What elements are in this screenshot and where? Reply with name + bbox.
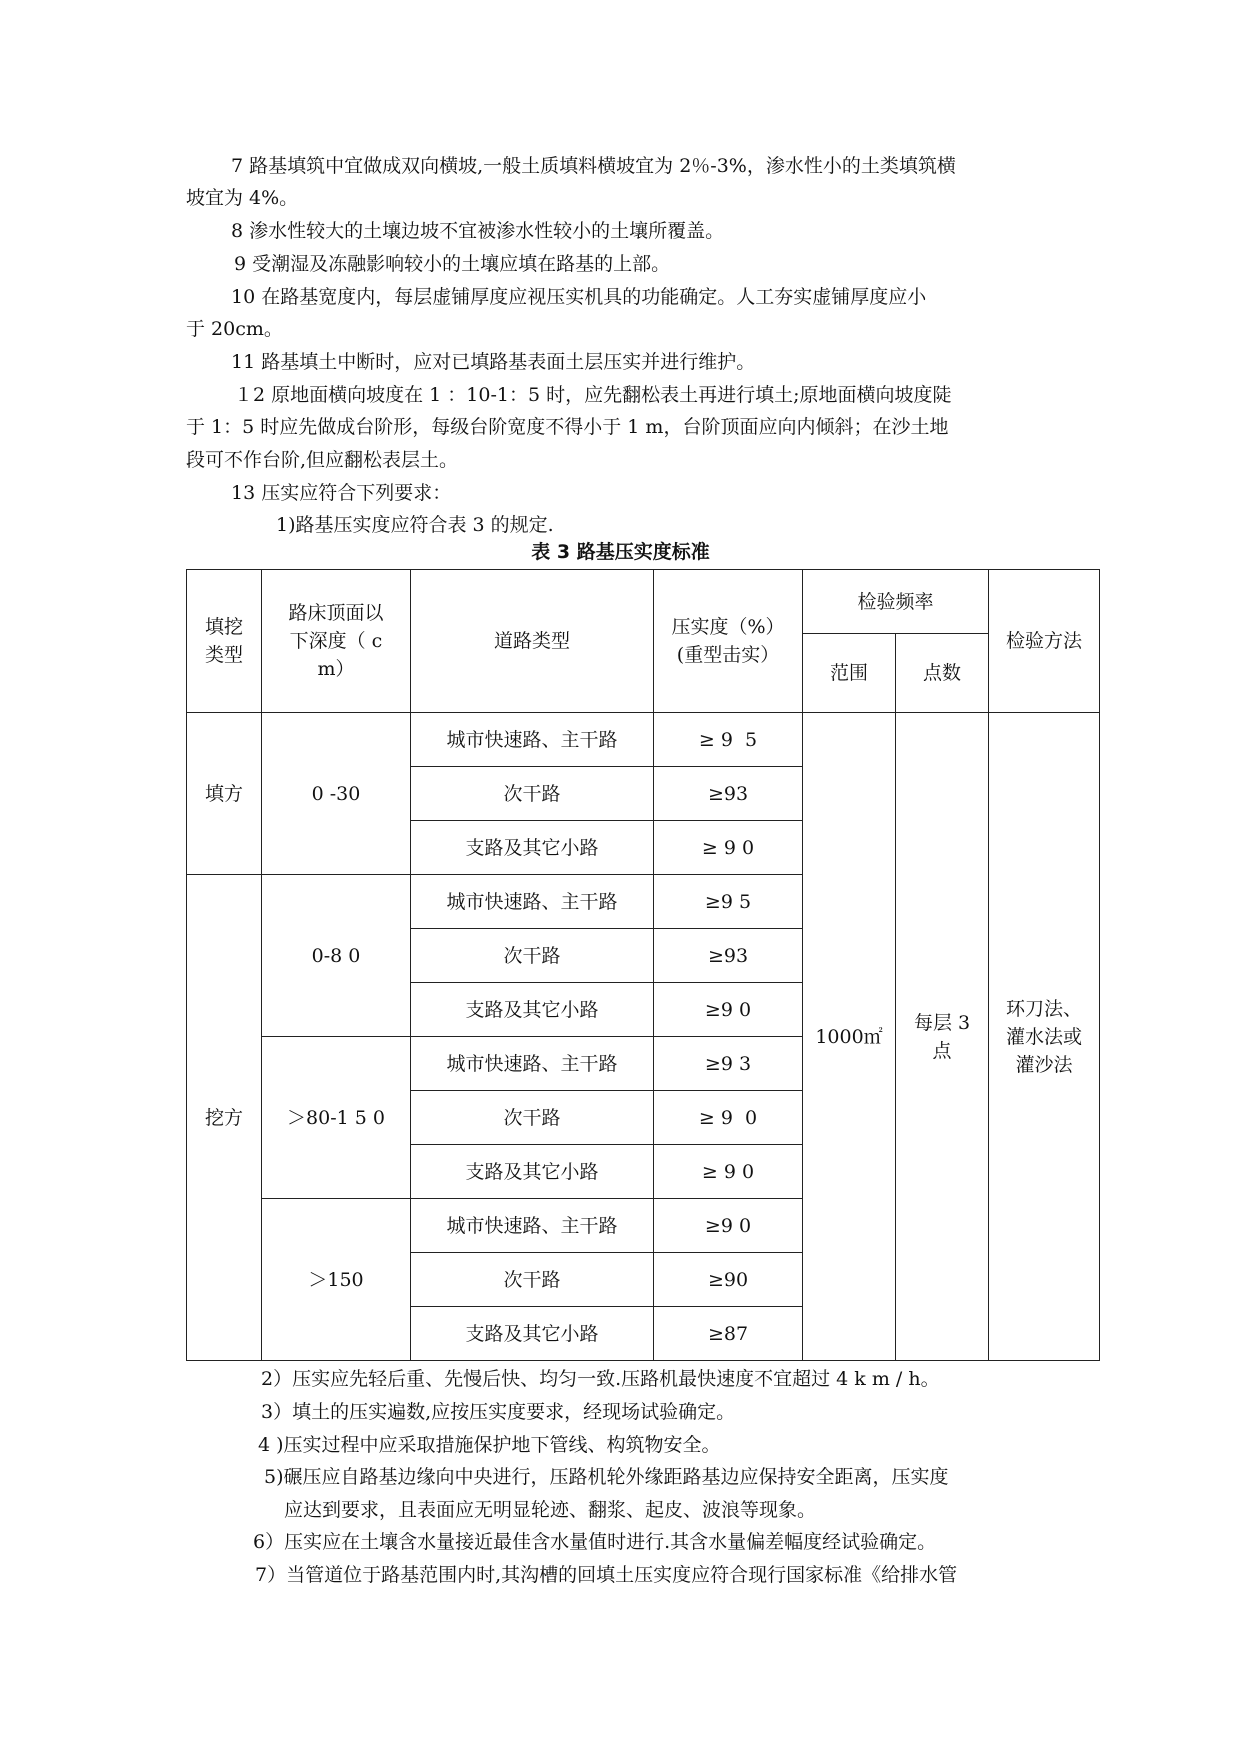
paragraph-12-line-2: 于 1：5 时应先做成台阶形，每级台阶宽度不得小于 1 m，台阶顶面应向内倾斜；在沙土地 <box>186 416 949 438</box>
method-cell: 环刀法、 灌水法或 灌沙法 <box>989 713 1100 1361</box>
paragraph-13: 13 压实应符合下列要求： <box>231 482 452 504</box>
compaction-cell: ≥ 9 0 <box>654 1145 803 1199</box>
compaction-cell: ≥9 0 <box>654 983 803 1037</box>
item-5-line-2: 应达到要求，且表面应无明显轮迹、翻浆、起皮、波浪等现象。 <box>284 1499 817 1521</box>
depth-cell: 0 -30 <box>262 713 411 875</box>
paragraph-11: 11 路基填土中断时，应对已填路基表面土层压实并进行维护。 <box>231 351 756 373</box>
paragraph-12-line-1: １2 原地面横向坡度在 1 ：10-1：5 时，应先翻松表土再进行填土;原地面横向坡度陡 <box>234 384 952 406</box>
header-compaction: 压实度（%） (重型击实） <box>654 570 803 713</box>
road-type-cell: 城市快速路、主干路 <box>411 1037 654 1091</box>
item-1: 1)路基压实度应符合表 3 的规定. <box>276 514 554 536</box>
item-4: 4 )压实过程中应采取措施保护地下管线、构筑物安全。 <box>258 1434 721 1456</box>
header-fill-type: 填挖 类型 <box>187 570 262 713</box>
road-type-cell: 支路及其它小路 <box>411 1307 654 1361</box>
road-type-cell: 次干路 <box>411 929 654 983</box>
item-5-line-1: 5)碾压应自路基边缘向中央进行，压路机轮外缘距路基边应保持安全距离，压实度 <box>264 1466 949 1488</box>
depth-cell: 0-8 0 <box>262 875 411 1037</box>
paragraph-8: 8 渗水性较大的土壤边坡不宜被渗水性较小的土壤所覆盖。 <box>231 220 725 242</box>
compaction-cell: ≥87 <box>654 1307 803 1361</box>
paragraph-10-line-1: 10 在路基宽度内，每层虚铺厚度应视压实机具的功能确定。人工夯实虚铺厚度应小 <box>231 286 927 308</box>
compaction-cell: ≥93 <box>654 767 803 821</box>
depth-cell: ＞80-1 5 0 <box>262 1037 411 1199</box>
paragraph-7-line-1: 7 路基填筑中宜做成双向横坡,一般土质填料横坡宜为 2％-3%，渗水性小的土类填筑横 <box>231 155 956 177</box>
depth-cell: ＞150 <box>262 1199 411 1361</box>
points-cell: 每层 3 点 <box>896 713 989 1361</box>
fill-type-cell: 挖方 <box>187 875 262 1361</box>
header-range: 范围 <box>803 634 896 713</box>
road-type-cell: 次干路 <box>411 1091 654 1145</box>
paragraph-9: 9 受潮湿及冻融影响较小的土壤应填在路基的上部。 <box>234 253 671 275</box>
range-cell: 1000㎡ <box>803 713 896 1361</box>
header-method: 检验方法 <box>989 570 1100 713</box>
road-type-cell: 次干路 <box>411 1253 654 1307</box>
paragraph-7-line-2: 坡宜为 4%。 <box>186 187 299 209</box>
road-type-cell: 支路及其它小路 <box>411 983 654 1037</box>
compaction-standard-table <box>186 569 1100 1361</box>
item-6: 6）压实应在土壤含水量接近最佳含水量值时进行.其含水量偏差幅度经试验确定。 <box>253 1531 937 1553</box>
road-type-cell: 支路及其它小路 <box>411 821 654 875</box>
item-7: 7）当管道位于路基范围内时,其沟槽的回填土压实度应符合现行国家标准《给排水管 <box>255 1564 958 1586</box>
compaction-cell: ≥ 9 0 <box>654 1091 803 1145</box>
road-type-cell: 次干路 <box>411 767 654 821</box>
paragraph-10-line-2: 于 20cm。 <box>186 318 283 340</box>
item-3: 3）填土的压实遍数,应按压实度要求，经现场试验确定。 <box>261 1401 736 1423</box>
compaction-cell: ≥9 0 <box>654 1199 803 1253</box>
compaction-cell: ≥9 5 <box>654 875 803 929</box>
road-type-cell: 城市快速路、主干路 <box>411 1199 654 1253</box>
road-type-cell: 城市快速路、主干路 <box>411 713 654 767</box>
road-type-cell: 城市快速路、主干路 <box>411 875 654 929</box>
paragraph-12-line-3: 段可不作台阶,但应翻松表层土。 <box>186 449 459 471</box>
table-row <box>187 713 1100 767</box>
header-points: 点数 <box>896 634 989 713</box>
compaction-cell: ≥90 <box>654 1253 803 1307</box>
compaction-cell: ≥ 9 0 <box>654 821 803 875</box>
compaction-cell: ≥9 3 <box>654 1037 803 1091</box>
compaction-cell: ≥93 <box>654 929 803 983</box>
compaction-cell: ≥ 9 5 <box>654 713 803 767</box>
header-frequency: 检验频率 <box>803 570 989 634</box>
road-type-cell: 支路及其它小路 <box>411 1145 654 1199</box>
fill-type-cell: 填方 <box>187 713 262 875</box>
header-depth: 路床顶面以 下深度（ c m） <box>262 570 411 713</box>
item-2: 2）压实应先轻后重、先慢后快、均匀一致.压路机最快速度不宜超过 4 k m / h。 <box>261 1368 940 1390</box>
table-title: 表 3 路基压实度标准 <box>531 541 710 563</box>
header-road-type: 道路类型 <box>411 570 654 713</box>
